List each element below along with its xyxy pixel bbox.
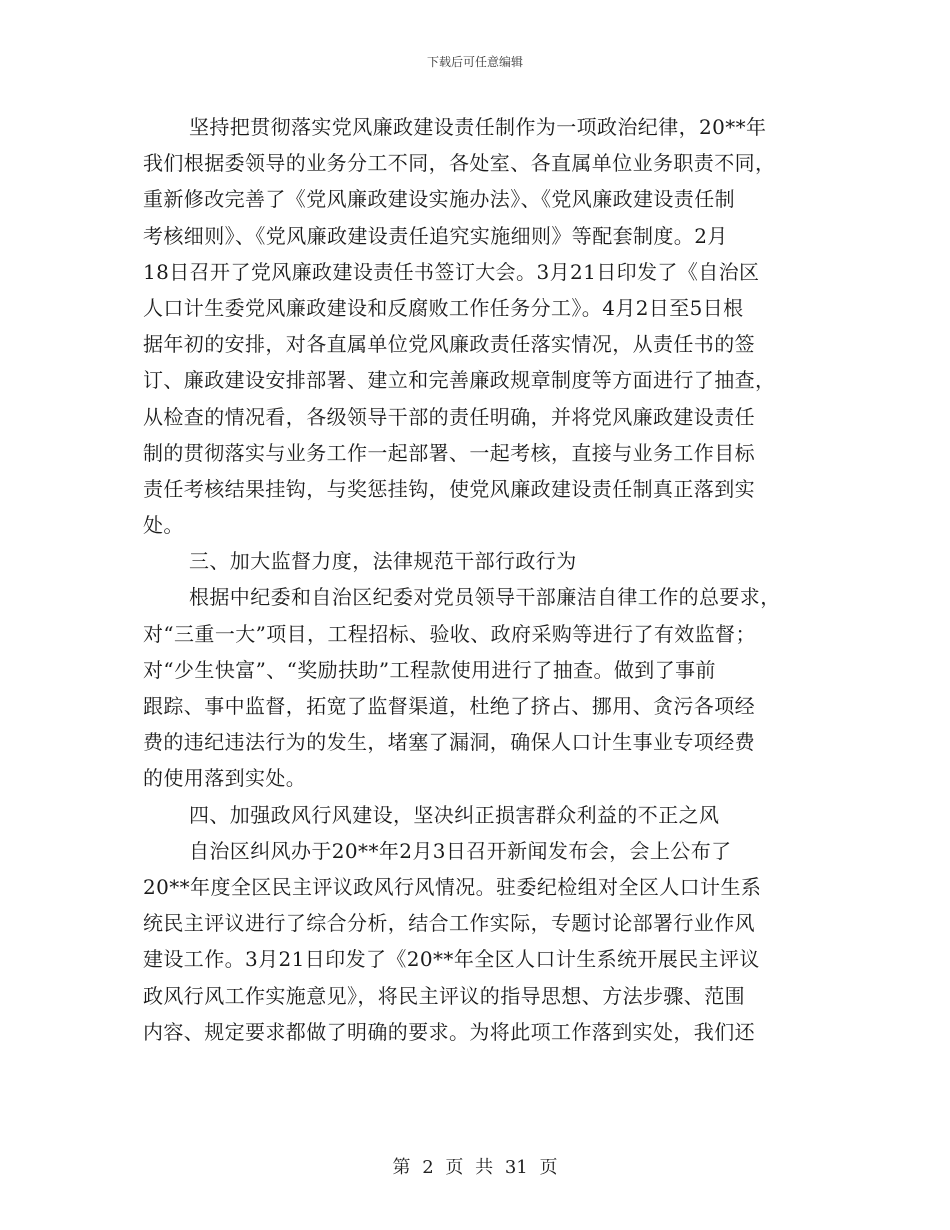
text-line: 统民主评议进行了综合分析，结合工作实际，专题讨论部署行业作风 — [143, 911, 755, 936]
text-line: 考核细则》、《党风廉政建设责任追究实施细则》等配套制度。2月 — [143, 223, 728, 248]
text-line: 人口计生委党风廉政建设和反腐败工作任务分工》。4月2日至5日根 — [143, 295, 744, 320]
text-line: 跟踪、事中监督，拓宽了监督渠道，杜绝了挤占、挪用、贪污各项经 — [143, 694, 755, 718]
text-line: 坚持把贯彻落实党风廉政建设责任制作为一项政治纪律，20**年 — [189, 115, 767, 139]
text-line: 自治区纠风办于20**年2月3日召开新闻发布会，会上公布了 — [189, 838, 732, 863]
text-line: 费的违纪违法行为的发生，堵塞了漏洞，确保人口计生事业专项经费 — [143, 730, 755, 755]
text-line: 我们根据委领导的业务分工不同，各处室、各直属单位业务职责不同， — [143, 151, 776, 176]
text-line: 三、加大监督力度，法律规范干部行政行为 — [189, 549, 577, 574]
text-line: 政风行风工作实施意见》，将民主评议的指导思想、方法步骤、范围 — [143, 983, 745, 1008]
text-line: 订、廉政建设安排部署、建立和完善廉政规章制度等方面进行了抽查， — [143, 368, 776, 393]
text-line: 处。 — [143, 513, 184, 538]
text-line: 内容、规定要求都做了明确的要求。为将此项工作落到实处，我们还 — [143, 1019, 755, 1044]
page-header: 下载后可任意编辑 — [426, 55, 523, 69]
document-body — [143, 109, 807, 1050]
text-line: 责任考核结果挂钩，与奖惩挂钩，使党风廉政建设责任制真正落到实 — [143, 476, 755, 501]
text-line: 对“三重一大”项目，工程招标、验收、政府采购等进行了有效监督； — [143, 621, 756, 646]
text-line: 重新修改完善了《党风廉政建设实施办法》、《党风廉政建设责任制 — [143, 187, 735, 212]
text-line: 建设工作。3月21日印发了《20**年全区人口计生系统开展民主评议 — [143, 947, 760, 972]
text-line: 20**年度全区民主评议政风行风情况。驻委纪检组对全区人口计生系 — [143, 874, 762, 899]
text-line: 四、加强政风行风建设，坚决纠正损害群众利益的不正之风 — [189, 802, 720, 827]
text-line: 据年初的安排，对各直属单位党风廉政责任落实情况，从责任书的签 — [143, 332, 755, 357]
text-line: 对“少生快富”、“奖励扶助”工程款使用进行了抽查。做到了事前 — [143, 657, 716, 682]
text-line: 从检查的情况看，各级领导干部的责任明确，并将党风廉政建设责任 — [143, 404, 755, 429]
text-line: 的使用落到实处。 — [143, 766, 307, 791]
text-line: 18日召开了党风廉政建设责任书签订大会。3月21日印发了《自治区 — [143, 259, 760, 284]
text-line: 制的贯彻落实与业务工作一起部署、一起考核，直接与业务工作目标 — [143, 440, 755, 465]
page-footer: 第 2 页 共 31 页 — [392, 1157, 558, 1178]
text-line: 根据中纪委和自治区纪委对党员领导干部廉洁自律工作的总要求， — [189, 585, 781, 610]
